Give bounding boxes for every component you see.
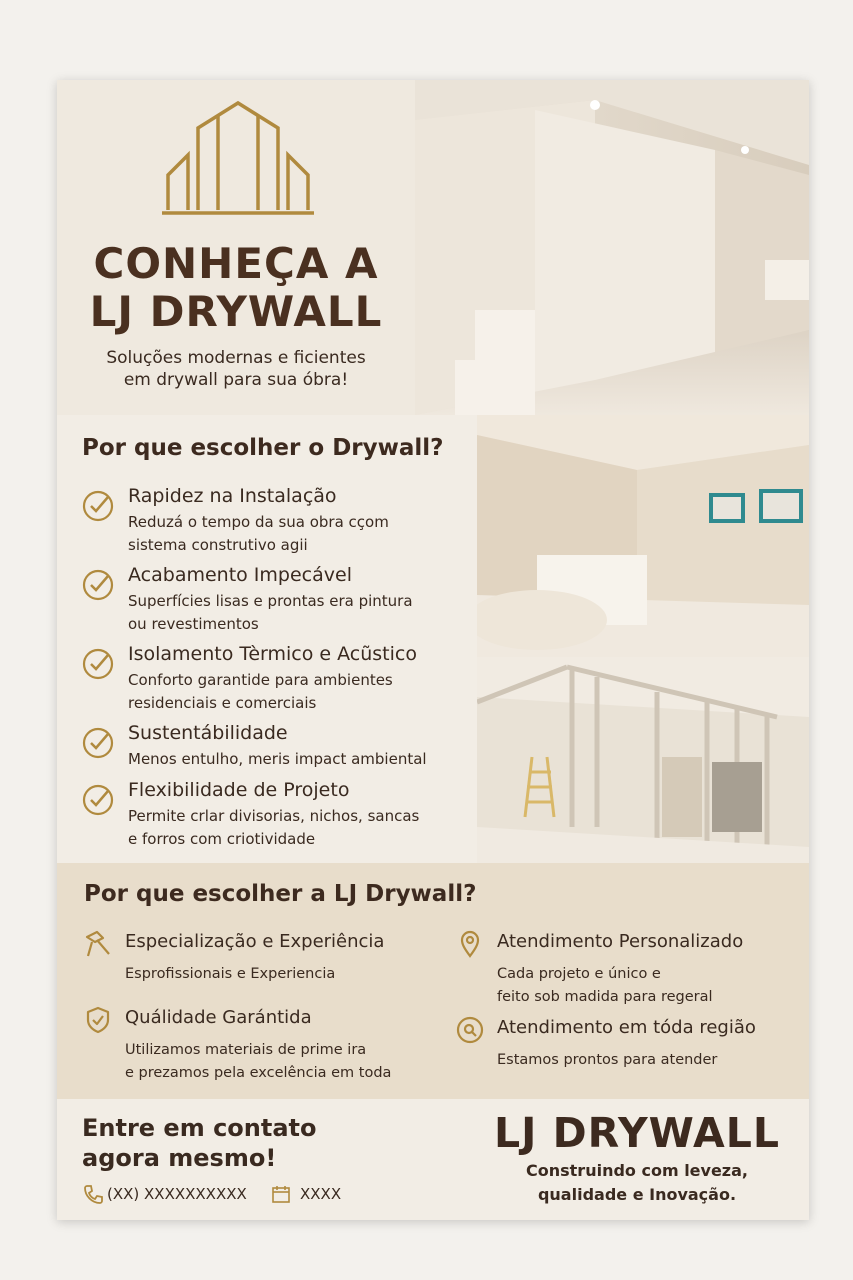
check-circle-icon [81,783,115,817]
feature-desc [497,1049,717,1072]
tagline-line2: qualidade e Inovação. [537,1185,737,1204]
feature-item [83,1005,463,1085]
benefit-desc-line2: sistema construtivo agii [128,536,308,554]
hero-title-line1: CONHEÇA A [93,239,379,288]
contact-other[interactable]: XXXX [300,1185,342,1203]
benefit-title: Sustentábilidade [128,722,288,744]
shield-check-icon [83,1005,113,1035]
phone-number[interactable]: (XX) XXXXXXXXXX [107,1185,247,1203]
why-drywall-title: Por que escolher o Drywall? [82,435,444,461]
benefit-desc-line2: e forros com criotividade [128,830,316,848]
hero-panel [57,80,415,415]
check-circle-icon [81,726,115,760]
cta-line2: agora mesmo! [82,1144,277,1172]
feature-desc-line2: e prezamos pela excelência em toda [125,1065,392,1081]
tagline-line1: Construindo com leveza, [526,1161,748,1180]
feature-desc-line1: Estamos prontos para atender [497,1052,718,1068]
benefit-desc [128,805,419,851]
hero-title-line2: LJ DRYWALL [89,287,383,336]
feature-desc-line2: feito sob madida para regeral [497,989,713,1005]
benefit-desc-line1: Permite crlar divisorias, nichos, sancas [128,807,420,825]
benefit-desc-line2: ou revestimentos [128,615,259,633]
benefit-desc-line1: Reduzá o tempo da sua obra cçom [128,513,389,531]
check-circle-icon [81,647,115,681]
feature-desc [125,1039,391,1085]
building-logo-icon [162,100,314,218]
footer [57,1099,809,1220]
benefit-item [81,485,481,554]
phone-icon [82,1183,104,1205]
benefit-desc-line2: residenciais e comerciais [128,694,317,712]
benefit-desc [128,669,393,715]
feature-title: Atendimento Personalizado [497,931,744,952]
photo-partitions [477,657,809,863]
feature-item [83,929,453,989]
photo-hallway [415,80,809,415]
brand-name: LJ DRYWALL [493,1109,781,1157]
location-pin-icon [455,929,485,959]
benefit-item [81,722,481,766]
benefit-desc [128,511,389,557]
benefit-desc-line1: Superfícies lisas e prontas era pintura [128,592,413,610]
poster [57,80,809,1220]
check-circle-icon [81,489,115,523]
benefit-desc [128,590,413,636]
feature-title: Atendimento em tóda região [497,1017,756,1038]
feature-title: Quálidade Garántida [125,1007,312,1028]
check-circle-icon [81,568,115,602]
hammer-icon [83,929,113,959]
benefit-desc [128,748,427,771]
benefit-item [81,643,481,712]
feature-desc [497,963,713,1009]
benefit-desc-line1: Menos entulho, meris impact ambiental [128,750,427,768]
benefit-title: Acabamento Impecável [128,564,352,586]
benefit-item [81,779,481,848]
feature-desc-line1: Esprofissionais e Experiencia [125,966,336,982]
feature-desc [125,963,335,986]
benefit-item [81,564,481,633]
feature-desc-line1: Utilizamos materiais de prime ira [125,1042,367,1058]
feature-desc-line1: Cada projeto e único e [497,966,661,982]
photo-bedroom [477,415,809,657]
benefit-title: Isolamento Tèrmico e Acũstico [128,643,417,665]
benefit-title: Flexibilidade de Projeto [128,779,350,801]
why-drywall-section [57,415,477,863]
calendar-icon [270,1183,292,1205]
hero-subtitle-line2: em drywall para sua óbra! [123,370,349,390]
why-lj-title: Por que escolher a LJ Drywall? [84,881,477,907]
search-pin-icon [455,1015,485,1045]
benefit-title: Rapidez na Instalação [128,485,337,507]
benefit-desc-line1: Conforto garantide para ambientes [128,671,393,689]
feature-item [455,1015,795,1075]
cta-line1: Entre em contato [82,1114,317,1142]
why-lj-section [57,863,809,1099]
feature-item [455,929,795,1009]
hero-subtitle-line1: Soluções modernas e ficientes [106,348,366,368]
feature-title: Especialização e Experiência [125,931,385,952]
